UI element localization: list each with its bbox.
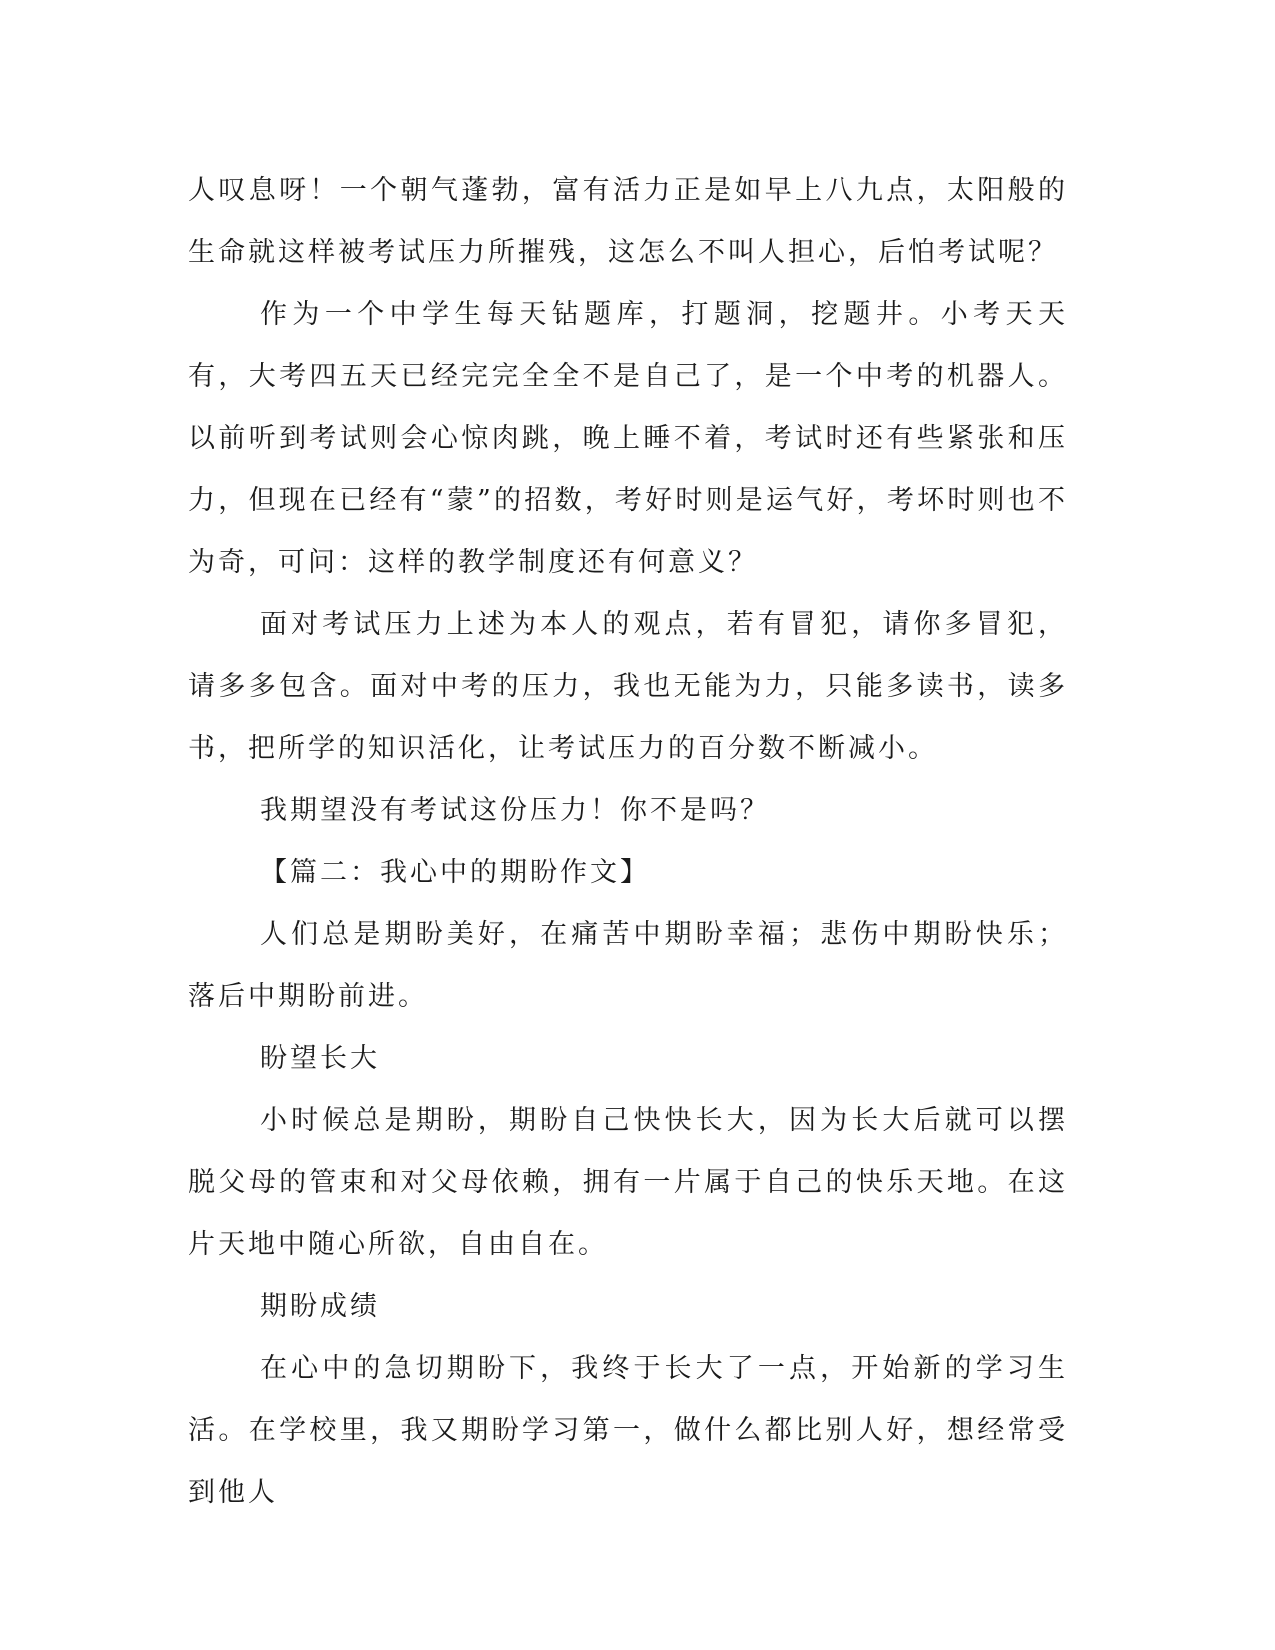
document-body [188, 160, 1068, 1524]
paragraph-8: 小时候总是期盼，期盼自己快快长大，因为长大后就可以摆脱父母的管束和对父母依赖，拥有一片属于自己的快乐天地。在这片天地中随心所欲，自由自在。 [188, 1105, 1068, 1260]
paragraph-10: 在心中的急切期盼下，我终于长大了一点，开始新的学习生活。在学校里，我又期盼学习第一，做什么都比别人好，想经常受到他人 [188, 1353, 1068, 1508]
subheading-grow-up: 盼望长大 [260, 1043, 380, 1074]
subheading-grades: 期盼成绩 [260, 1291, 380, 1322]
paragraph-2: 作为一个中学生每天钻题库，打题洞，挖题井。小考天天有，大考四五天已经完完全全不是自己了，是一个中考的机器人。以前听到考试则会心惊肉跳，晚上睡不着，考试时还有些紧张和压力，但现在已经有“蒙”的招数，考好时则是运气好，考坏时则也不为奇，可问：这样的教学制度还有何意义？ [188, 299, 1068, 578]
paragraph-6: 人们总是期盼美好，在痛苦中期盼幸福；悲伤中期盼快乐；落后中期盼前进。 [188, 919, 1068, 1012]
paragraph-1: 人叹息呀！一个朝气蓬勃，富有活力正是如早上八九点，太阳般的生命就这样被考试压力所摧残，这怎么不叫人担心，后怕考试呢？ [188, 175, 1068, 268]
paragraph-4: 我期望没有考试这份压力！你不是吗？ [260, 795, 770, 826]
section-heading: 【篇二：我心中的期盼作文】 [260, 857, 650, 888]
paragraph-3: 面对考试压力上述为本人的观点，若有冒犯，请你多冒犯，请多多包含。面对中考的压力，我也无能为力，只能多读书，读多书，把所学的知识活化，让考试压力的百分数不断减小。 [188, 609, 1068, 764]
